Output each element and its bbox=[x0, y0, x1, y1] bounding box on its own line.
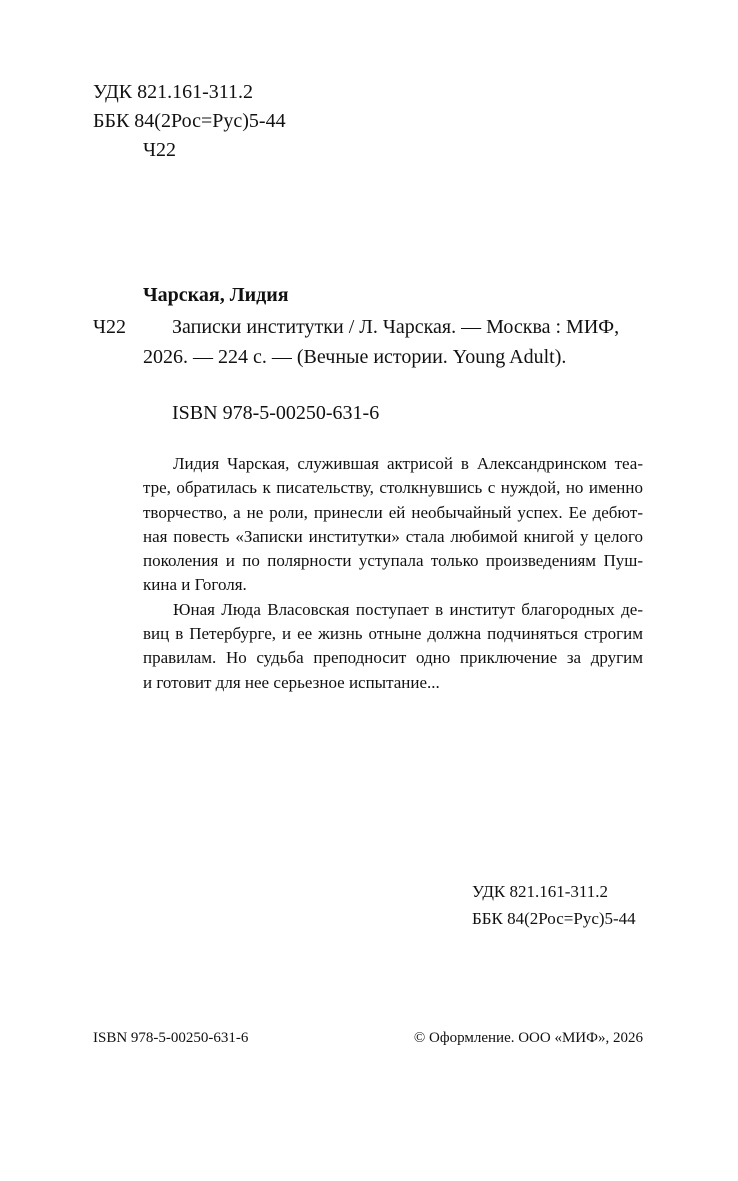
footer-copyright: © Оформление. ООО «МИФ», 2026 bbox=[413, 1030, 643, 1046]
annotation-line: и готовит для нее серьезное испытание... bbox=[143, 672, 440, 692]
annotation-line: кина и Гоголя. bbox=[143, 575, 247, 595]
author-heading: Чарская, Лидия bbox=[143, 284, 289, 306]
annotation-line: творчество, а не роли, принесли ей необычайный успех. Ее дебют- bbox=[143, 502, 643, 522]
isbn-entry: ISBN 978-5-00250-631-6 bbox=[172, 402, 380, 424]
annotation-paragraph-1 bbox=[143, 452, 643, 598]
annotation-line: ная повесть «Записки институтки» стала любимой книгой у целого bbox=[143, 526, 643, 546]
classification-codes-top bbox=[93, 78, 286, 165]
bibliographic-title-line-2: 2026. — 224 с. — (Вечные истории. Young Adult). bbox=[143, 346, 567, 368]
annotation bbox=[143, 452, 643, 695]
annotation-line: тре, обратилась к писательству, столкнувшись с нуждой, но именно bbox=[143, 478, 643, 498]
entry-cutter-code: Ч22 bbox=[93, 316, 126, 338]
annotation-paragraph-2 bbox=[143, 598, 643, 695]
cutter-code: Ч22 bbox=[143, 139, 176, 161]
bbk-code: ББК 84(2Рос=Рус)5-44 bbox=[93, 110, 286, 132]
udc-code-bottom: УДК 821.161-311.2 bbox=[472, 882, 609, 901]
bibliographic-title-line-1: Записки институтки / Л. Чарская. — Москва : МИФ, bbox=[172, 316, 620, 338]
annotation-line: поколения и по полярности уступала только произведениям Пуш- bbox=[143, 551, 643, 571]
bbk-code-bottom: ББК 84(2Рос=Рус)5-44 bbox=[472, 909, 636, 928]
annotation-line: Лидия Чарская, служившая актрисой в Александринском теа- bbox=[173, 454, 643, 473]
annotation-line: виц в Петербурге, и ее жизнь отныне должна подчиняться строгим bbox=[143, 624, 643, 644]
annotation-line: правилам. Но судьба преподносит одно приключение за другим bbox=[143, 648, 643, 668]
udc-code: УДК 821.161-311.2 bbox=[93, 81, 254, 103]
footer-isbn: ISBN 978-5-00250-631-6 bbox=[93, 1030, 249, 1046]
annotation-line: Юная Люда Власовская поступает в институт благородных де- bbox=[173, 599, 643, 619]
classification-codes-bottom bbox=[472, 878, 636, 932]
